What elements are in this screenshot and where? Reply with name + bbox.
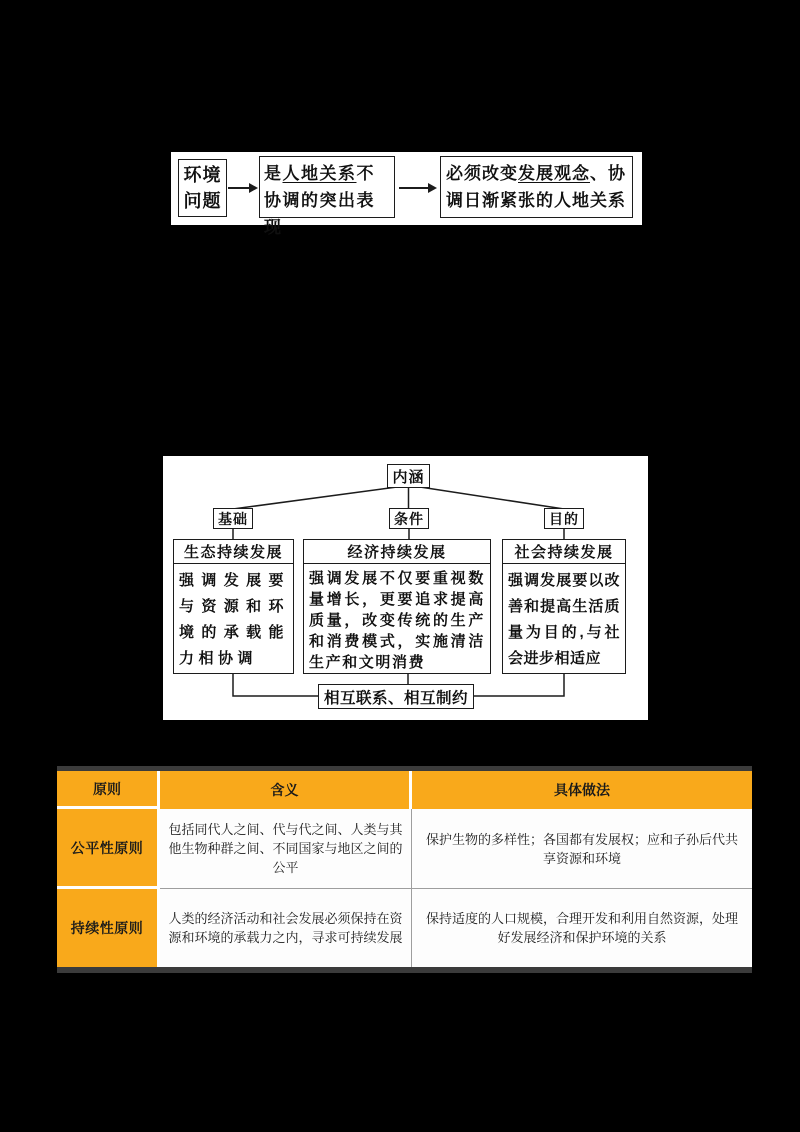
- meaning-text: 人类的经济活动和社会发展必须保持在资源和环境的承载力之内，寻求可持续发展: [168, 911, 403, 945]
- flow-node2-suffix: 不协调的突出表现: [264, 164, 375, 237]
- branch-desc-text: 强调发展不仅要重视数量增长，更要追求提高质量，改变传统的生产和消费模式，实施清洁生产和文明消费: [309, 570, 485, 671]
- branch-desc-text: 强调发展要与资源和环境的承载能力相协调: [179, 572, 288, 667]
- table-row-sustainability-principle: [57, 889, 160, 967]
- principles-table: [57, 766, 752, 973]
- table-row-sustainability-meaning: [160, 889, 412, 967]
- flow-node3-prefix: 必须改变: [446, 164, 518, 183]
- diagram-desc-ecological: [173, 563, 294, 674]
- diagram-desc-social: [502, 563, 626, 674]
- branch-label-text: 目的: [549, 510, 579, 527]
- meaning-text: 包括同代人之间、代与代之间、人类与其他生物种群之间、不同国家与地区之间的公平: [168, 822, 403, 875]
- table-header-actions: [412, 771, 752, 809]
- header-text: 原则: [93, 780, 121, 797]
- branch-title-text: 社会持续发展: [514, 544, 614, 561]
- branch-title-text: 生态持续发展: [183, 544, 283, 561]
- header-text: 含义: [270, 782, 299, 798]
- table-header-principle: [57, 771, 160, 809]
- flowchart-panel: [171, 152, 642, 237]
- table-grid: [57, 771, 752, 967]
- branch-label-text: 基础: [218, 510, 248, 527]
- principle-text: 公平性原则: [70, 839, 144, 856]
- table-row-sustainability-actions: [412, 889, 752, 967]
- flow-arrow-1: [228, 187, 250, 189]
- flow-node1-text: 环境问题: [183, 165, 222, 211]
- branch-label-text: 条件: [394, 510, 424, 527]
- table-header-meaning: [160, 771, 412, 809]
- table-row-fairness-actions: [412, 809, 752, 889]
- flow-node-manifestation: [259, 156, 395, 237]
- branch-desc-text: 强调发展要以改善和提高生活质量为目的,与社会进步相适应: [508, 572, 620, 667]
- flow-node-change-concept: [440, 156, 633, 218]
- header-text: 具体做法: [554, 782, 610, 798]
- flow-node3-underlined: 发展观念: [518, 164, 590, 183]
- diagram-title-economic: [303, 539, 491, 564]
- diagram-footer-text: 相互联系、相互制约: [323, 689, 468, 707]
- diagram-desc-economic: [303, 563, 491, 674]
- diagram-branch-label-purpose: [544, 508, 584, 529]
- flow-node2-underlined: 人地关系: [282, 164, 357, 183]
- connotation-diagram-panel: [163, 456, 648, 720]
- flow-node2-prefix: 是: [264, 164, 283, 183]
- diagram-root-label: 内涵: [392, 468, 425, 486]
- diagram-root-node: [387, 464, 430, 488]
- flow-arrow-2: [399, 187, 429, 189]
- diagram-branch-label-foundation: [213, 508, 253, 529]
- principle-text: 持续性原则: [70, 920, 144, 936]
- table-row-fairness-principle: [57, 809, 160, 889]
- flow-node-environment-problem: [178, 159, 227, 217]
- table-row-fairness-meaning: [160, 809, 412, 889]
- actions-text: 保护生物的多样性；各国都有发展权；应和子孙后代共享资源和环境: [425, 831, 738, 866]
- diagram-branch-label-condition: [389, 508, 429, 529]
- diagram-footer-node: [318, 684, 474, 709]
- diagram-title-social: [502, 539, 626, 564]
- flow-node3-suffix: 、协调日渐紧张的人地关系: [446, 164, 626, 210]
- branch-title-text: 经济持续发展: [347, 544, 447, 561]
- actions-text: 保持适度的人口规模，合理开发和利用自然资源，处理好发展经济和保护环境的关系: [425, 911, 738, 945]
- diagram-title-ecological: [173, 539, 294, 564]
